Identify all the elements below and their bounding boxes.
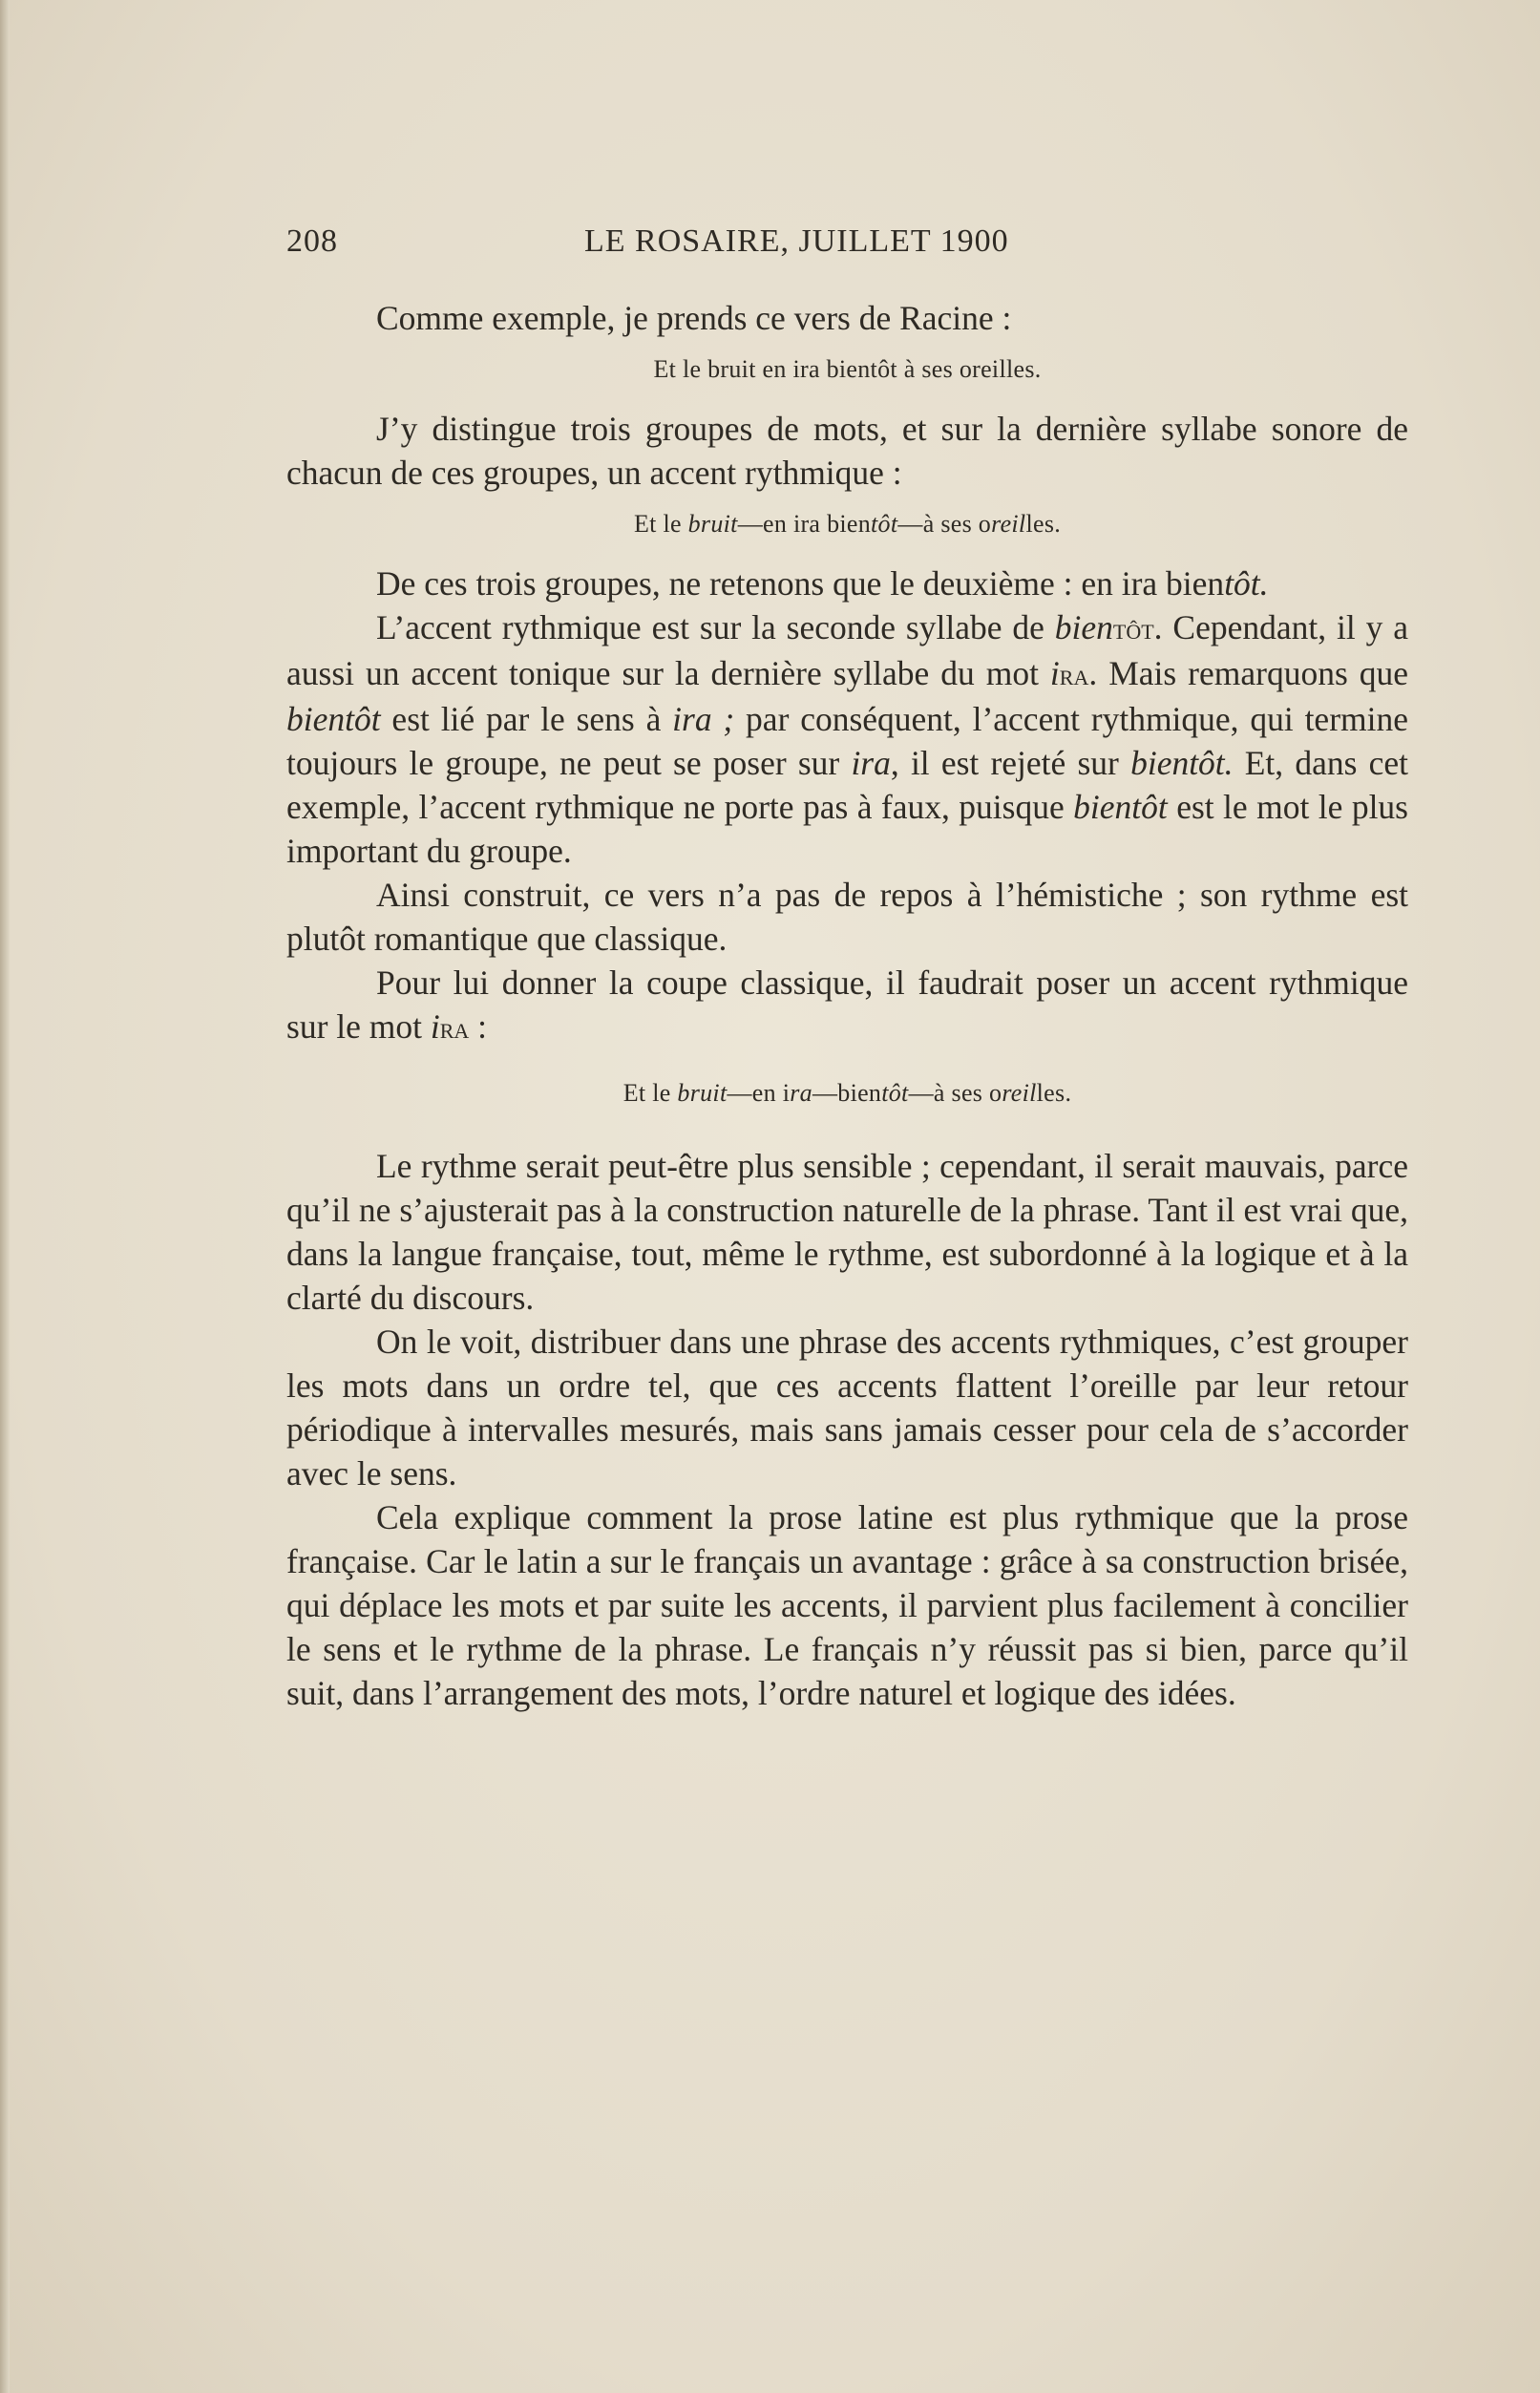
running-title: LE ROSAIRE, JUILLET 1900	[584, 223, 1009, 259]
paragraph: De ces trois groupes, ne retenons que le deuxième : en ira bientôt.	[376, 564, 1269, 603]
binding-edge	[0, 0, 10, 2393]
paragraph: Le rythme serait peut-être plus sensible ; cependant, il serait mauvais, parce qu’il ne s’ajusterait pas à la construction naturelle de la phrase. Tant il est vrai que, dans la langue française, tout, même le rythme, est subordonné à la logique et à la clarté du discours.	[286, 1147, 1408, 1317]
paragraph: Pour lui donner la coupe classique, il faudrait poser un accent rythmique sur le mot ira :	[286, 964, 1408, 1046]
paragraph: L’accent rythmique est sur la seconde syllabe de bientôt. Cependant, il y a aussi un accent tonique sur la dernière syllabe du mot ira. Mais remarquons que bientôt est lié par le sens à ira ; par conséquent, l’accent rythmique, qui termine toujours le groupe, ne peut se poser sur ira, il est rejeté sur bientôt. Et, dans cet exemple, l’accent rythmique ne porte pas à faux, puisque bientôt est le mot le plus important du groupe.	[286, 608, 1409, 870]
paragraph: J’y distingue trois groupes de mots, et sur la dernière syllabe sonore de chacun de ces groupes, un accent rythmique :	[286, 410, 1408, 492]
body-text	[286, 296, 1408, 1715]
page-number: 208	[286, 223, 338, 259]
verse-accented-classic: Et le bruit—en ira—bientôt—à ses oreilles.	[622, 1079, 1072, 1107]
paragraph: Comme exemple, je prends ce vers de Racine :	[376, 299, 1012, 337]
page-header	[286, 223, 1413, 271]
paragraph: On le voit, distribuer dans une phrase des accents rythmiques, c’est grouper les mots dans un ordre tel, que ces accents flattent l’oreille par leur retour périodique à intervalles mesurés, mais sans jamais cesser pour cela de s’accorder avec le sens.	[286, 1323, 1408, 1493]
paragraph: Ainsi construit, ce vers n’a pas de repos à l’hémistiche ; son rythme est plutôt romantique que classique.	[286, 876, 1408, 958]
verse-quote: Et le bruit en ira bientôt à ses oreilles.	[653, 355, 1042, 383]
verse-accented: Et le bruit—en ira bientôt—à ses oreilles.	[633, 510, 1062, 538]
paragraph: Cela explique comment la prose latine est plus rythmique que la prose française. Car le latin a sur le français un avantage : grâce à sa construction brisée, qui déplace les mots et par suite les accents, il parvient plus facilement à concilier le sens et le rythme de la phrase. Le français n’y réussit pas si bien, parce qu’il suit, dans l’arrangement des mots, l’ordre naturel et logique des idées.	[286, 1498, 1408, 1712]
